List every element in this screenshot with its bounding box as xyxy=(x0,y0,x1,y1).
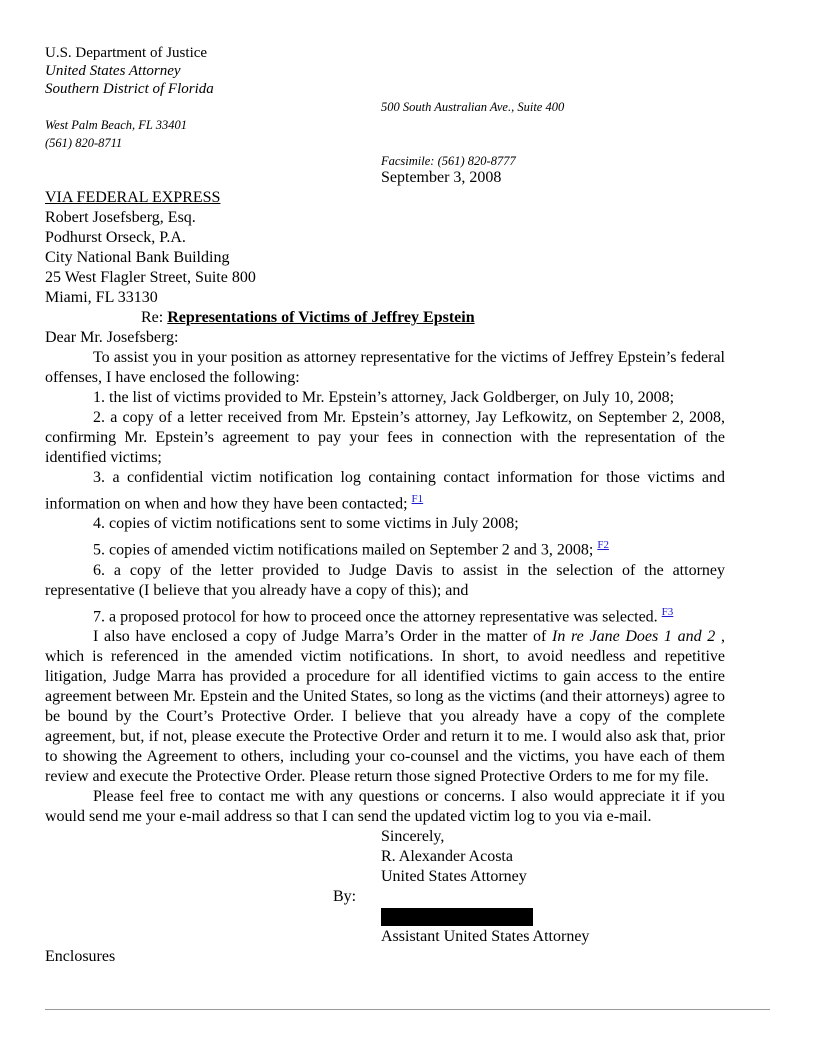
signer-title: United States Attorney xyxy=(381,867,527,885)
district-name: Southern District of Florida xyxy=(45,81,214,97)
department-name: U.S. Department of Justice xyxy=(45,45,208,61)
recipient-address xyxy=(45,208,725,308)
letter-date: September 3, 2008 xyxy=(381,169,502,186)
footnote-link[interactable]: F2 xyxy=(597,539,609,552)
letterhead xyxy=(45,44,725,98)
footer-rule xyxy=(45,1009,770,1010)
re-line xyxy=(45,308,725,328)
list-item: 4. copies of victim notifications sent to some victims in July 2008; xyxy=(93,515,519,533)
list-item: 5. copies of amended victim notifications mailed on September 2 and 3, 2008; $^{F2}$ xyxy=(93,539,609,559)
signer-name: R. Alexander Acosta xyxy=(381,847,513,865)
order-paragraph: I also have enclosed a copy of Judge Marra’s Order in the matter of In re Jane Does 1 and 2 , which is referenced in the amended victim notifications. In short, to avoid needless and repetitive litigation, Judge Marra has provided a procedure for all identified victims to gain access to the entire agreement between Mr. Epstein and the United States, so long as the victims (and their attorneys) agree to be bound by the Court’s Protective Order. I believe that you already have a copy of the complete agreement, but, if not, please execute the Protective Order and return it to me. I would also ask that, prior to showing the Agreement to others, including your co-counsel and the victims, you have each of them review and execute the Protective Order. Please return those signed Protective Orders to me for my file. xyxy=(45,627,725,785)
office-phone: (561) 820-8711 xyxy=(45,136,123,150)
assistant-title: Assistant United States Attorney xyxy=(381,927,590,945)
re-prefix: Re: xyxy=(141,309,168,326)
by-line xyxy=(333,887,725,907)
list-item: 2. a copy of a letter received from Mr. Epstein’s attorney, Jay Lefkowitz, on September 2, 2008, confirming Mr. Epstein’s agreement to pay your fees in connection with the representation of the identified victims; xyxy=(45,409,725,466)
letter-page xyxy=(45,44,725,967)
redaction-block xyxy=(381,908,533,926)
list-item: 3. a confidential victim notification log containing contact information for those victims and information on when and how they have been contacted; $^{F1}$ xyxy=(45,469,725,513)
delivery-method: VIA FEDERAL EXPRESS xyxy=(45,189,221,206)
closing-sincerely: Sincerely, xyxy=(381,827,445,845)
by-label: By: xyxy=(333,887,357,905)
recipient-firm: Podhurst Orseck, P.A. xyxy=(45,229,186,246)
footnote-link[interactable]: F3 xyxy=(661,605,674,618)
redacted-signature xyxy=(381,907,725,927)
office-city: West Palm Beach, FL 33401 xyxy=(45,118,188,132)
intro-paragraph: To assist you in your position as attorney representative for the victims of Jeffrey Epstein’s federal offenses, I have enclosed the following: xyxy=(45,349,725,386)
list-item: 6. a copy of the letter provided to Judge Davis to assist in the selection of the attorney representative (I believe that you already have a copy of this); and xyxy=(45,561,725,599)
salutation: Dear Mr. Josefsberg: xyxy=(45,329,179,346)
list-item: 7. a proposed protocol for how to proceed once the attorney representative was selected. $^{F3}$ xyxy=(93,605,674,625)
recipient-street: 25 West Flagler Street, Suite 800 xyxy=(45,269,256,286)
recipient-name: Robert Josefsberg, Esq. xyxy=(45,209,196,226)
recipient-building: City National Bank Building xyxy=(45,249,230,266)
contact-paragraph: Please feel free to contact me with any questions or concerns. I also would appreciate it if you would send me your e-mail address so that I can send the updated victim log to you via e-mail. xyxy=(45,787,725,825)
recipient-city: Miami, FL 33130 xyxy=(45,289,158,306)
re-subject: Representations of Victims of Jeffrey Epstein xyxy=(167,309,475,326)
office-name: United States Attorney xyxy=(45,63,181,79)
list-item: 1. the list of victims provided to Mr. Epstein’s attorney, Jack Goldberger, on July 10, 2008; xyxy=(93,389,675,406)
office-fax: Facsimile: (561) 820-8777 xyxy=(381,154,516,168)
signature-block xyxy=(333,827,725,947)
enclosure-list xyxy=(45,388,725,627)
case-name: In re Jane Does 1 and 2 xyxy=(552,627,716,645)
enclosures-label: Enclosures xyxy=(45,947,116,965)
office-street: 500 South Australian Ave., Suite 400 xyxy=(381,100,565,114)
footnote-link[interactable]: F1 xyxy=(411,493,424,505)
